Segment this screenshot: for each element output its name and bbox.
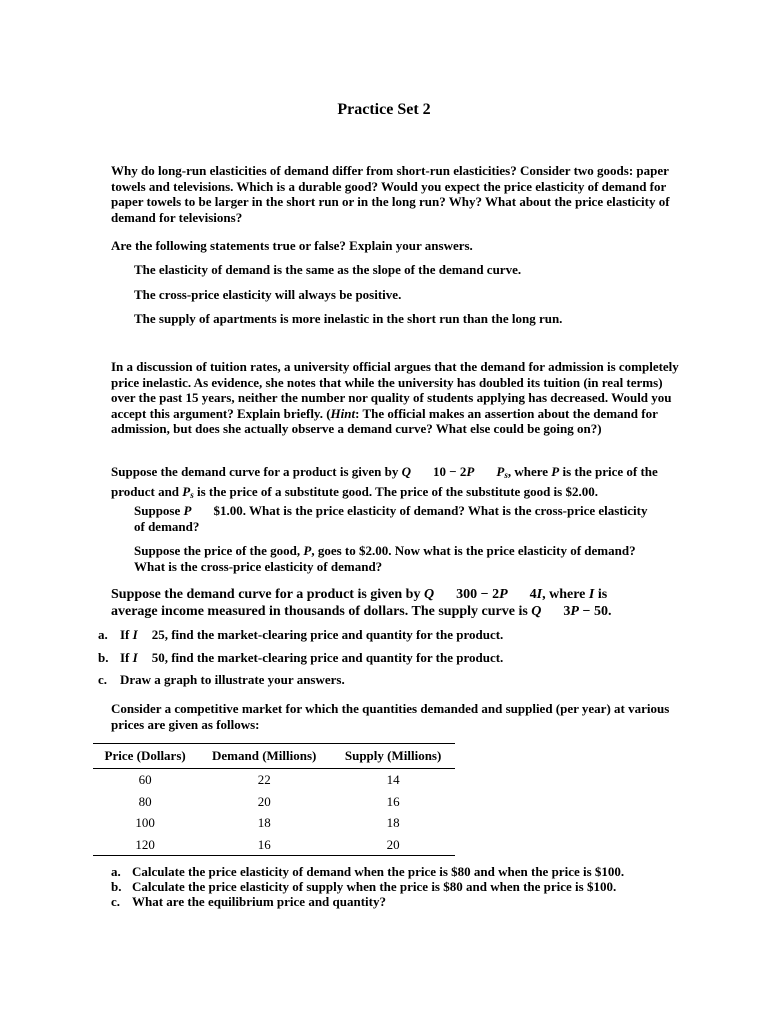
income-part-c: c. Draw a graph to illustrate your answers. xyxy=(98,672,345,687)
cell-price: 100 xyxy=(135,815,155,830)
cell-price: 120 xyxy=(93,834,197,856)
question-table-intro: Consider a competitive market for which the quantities demanded and supplied (per year) at various prices are given as follows: xyxy=(111,701,670,732)
cell-supply: 18 xyxy=(386,815,400,830)
cell-demand: 20 xyxy=(257,793,271,809)
cell-supply: 16 xyxy=(386,793,400,809)
income-part-b: b. If I 50, find the market-clearing price and quantity for the product. xyxy=(98,650,504,665)
question-cross-price: Suppose the demand curve for a product is given by Q 10 − 2P $P_s$, where P is the price of the product and $P_s$ is the price of a substitute good. The price of the substitute good is $2.00. xyxy=(111,464,658,500)
table-question-c: c. What are the equilibrium price and quantity? xyxy=(111,894,387,909)
table-row xyxy=(93,791,455,813)
cell-demand: 18 xyxy=(257,815,271,830)
cross-price-part-b: Suppose the price of the good, P, goes to $2.00. Now what is the price elasticity of demand? What is the cross-price elasticity of demand? xyxy=(134,543,636,574)
table-question-a: a. Calculate the price elasticity of demand when the price is $80 and when the price is $100. xyxy=(111,864,625,879)
header-price: Price (Dollars) xyxy=(93,744,197,769)
cell-price: 80 xyxy=(138,793,152,809)
cell-demand: 22 xyxy=(257,772,271,787)
cell-supply: 20 xyxy=(331,834,455,856)
header-supply: Supply (Millions) xyxy=(331,744,455,769)
question-tuition: In a discussion of tuition rates, a university official argues that the demand for admission is completely price inelastic. As evidence, she notes that while the university has doubled its tuition (in real terms) over the past 15 years, neither the number nor quality of students applying has decreased. Would you accept this argument? Explain briefly. (Hint: The official makes an assertion about the demand for admission, but does she actually observe a demand curve? What else could be going on?) xyxy=(111,359,679,436)
question-true-false-intro: Are the following statements true or false? Explain your answers. xyxy=(111,238,473,253)
cell-price: 60 xyxy=(138,772,152,787)
income-part-a: a. If I 25, find the market-clearing price and quantity for the product. xyxy=(98,627,504,642)
page-title: Practice Set 2 xyxy=(337,101,431,118)
cell-demand: 16 xyxy=(197,834,331,856)
table-row xyxy=(93,812,455,834)
cross-price-part-a: Suppose P $1.00. What is the price elasticity of demand? What is the cross-price elasticity of demand? xyxy=(134,503,648,534)
price-quantity-table xyxy=(93,743,455,856)
true-false-statement-3: The supply of apartments is more inelastic in the short run than the long run. xyxy=(134,311,563,326)
cell-supply: 14 xyxy=(386,772,400,787)
question-durable-goods: Why do long-run elasticities of demand differ from short-run elasticities? Consider two goods: paper towels and televisions. Which is a durable good? Would you expect the price elasticity of demand for paper towels to be larger in the short run or in the long run? Why? What about the price elasticity of demand for televisions? xyxy=(111,163,670,225)
header-demand: Demand (Millions) xyxy=(197,744,331,769)
question-income-demand: Suppose the demand curve for a product is given by Q 300 − 2P 4I, where I is average income measured in thousands of dollars. The supply curve is Q 3P − 50. xyxy=(111,587,612,619)
table-question-b: b. Calculate the price elasticity of supply when the price is $80 and when the price is $100. xyxy=(111,879,617,894)
true-false-statement-1: The elasticity of demand is the same as the slope of the demand curve. xyxy=(134,262,522,277)
table-row xyxy=(93,834,455,856)
true-false-statement-2: The cross-price elasticity will always be positive. xyxy=(134,287,402,302)
table-row xyxy=(93,769,455,791)
table-header-row xyxy=(93,744,455,769)
